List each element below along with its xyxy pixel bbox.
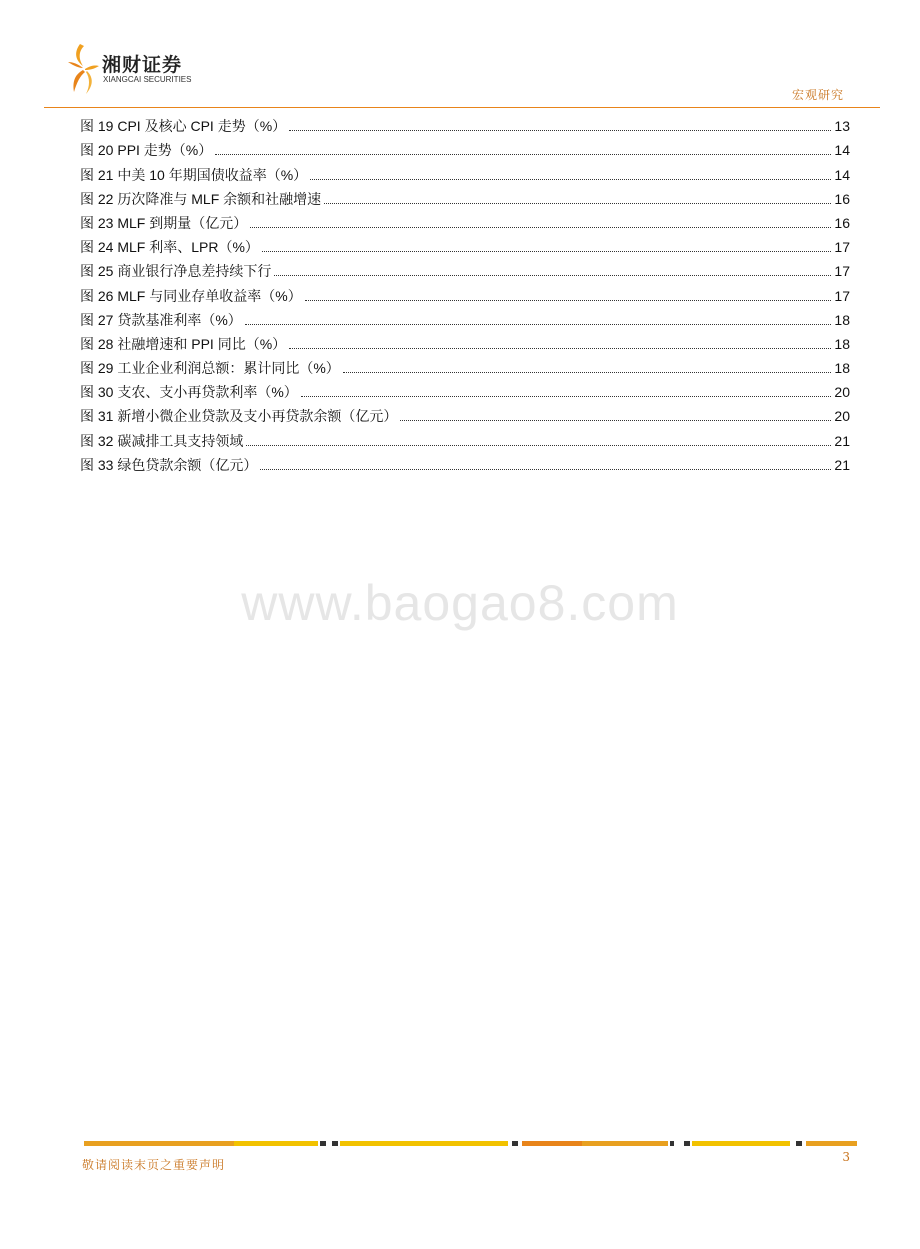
logo-chinese-name: 湘财证券: [102, 55, 183, 76]
toc-entry-page: 17: [834, 239, 850, 256]
toc-entry-label: 图 21 中美 10 年期国债收益率（%）: [80, 166, 308, 183]
toc-entry[interactable]: [80, 425, 850, 449]
watermark: www.baogao8.com: [241, 575, 679, 631]
toc-entry-label: 图 31 新增小微企业贷款及支小再贷款余额（亿元）: [80, 408, 398, 425]
section-tag: 宏观研究: [791, 88, 844, 102]
toc-entry[interactable]: [80, 450, 850, 474]
toc-entry-page: 17: [834, 287, 850, 304]
toc-entry-label: 图 19 CPI 及核心 CPI 走势（%）: [80, 118, 287, 135]
toc-entry[interactable]: [80, 184, 850, 208]
toc-leader-dots: [305, 300, 832, 301]
toc-entry-label: 图 20 PPI 走势（%）: [80, 142, 213, 159]
header-divider: [44, 107, 880, 108]
toc-entry-page: 13: [834, 118, 850, 135]
toc-entry-page: 18: [834, 311, 850, 328]
toc-entry-page: 14: [834, 142, 850, 159]
company-logo: [66, 42, 196, 98]
toc-leader-dots: [289, 130, 831, 131]
toc-entry-page: 14: [834, 166, 850, 183]
toc-leader-dots: [400, 420, 831, 421]
toc-leader-dots: [324, 203, 831, 204]
toc-entry-label: 图 28 社融增速和 PPI 同比（%）: [80, 335, 287, 352]
toc-entry-label: 图 24 MLF 利率、LPR（%）: [80, 239, 259, 256]
toc-entry[interactable]: [80, 280, 850, 304]
toc-leader-dots: [289, 348, 831, 349]
page-number: 3: [842, 1150, 850, 1164]
toc-leader-dots: [310, 179, 831, 180]
toc-entry[interactable]: [80, 305, 850, 329]
toc-leader-dots: [343, 372, 832, 373]
logo-english-name: XIANGCAI SECURITIES: [103, 75, 192, 84]
toc-leader-dots: [301, 396, 832, 397]
toc-entry[interactable]: [80, 208, 850, 232]
toc-entry[interactable]: [80, 401, 850, 425]
toc-entry-label: 图 26 MLF 与同业存单收益率（%）: [80, 287, 302, 304]
footer-decorative-bar: [84, 1141, 857, 1147]
toc-leader-dots: [245, 324, 832, 325]
toc-leader-dots: [260, 469, 831, 470]
toc-leader-dots: [274, 275, 831, 276]
toc-entry[interactable]: [80, 256, 850, 280]
toc-entry-page: 21: [834, 432, 850, 449]
toc-leader-dots: [215, 154, 831, 155]
toc-entry-label: 图 32 碳减排工具支持领域: [80, 432, 244, 449]
toc-leader-dots: [262, 251, 831, 252]
toc-entry-label: 图 22 历次降准与 MLF 余额和社融增速: [80, 190, 322, 207]
toc-entry[interactable]: [80, 135, 850, 159]
toc-entry-label: 图 27 贷款基准利率（%）: [80, 311, 242, 328]
toc-entry-page: 17: [834, 263, 850, 280]
toc-entry-page: 18: [834, 335, 850, 352]
toc-entry-label: 图 30 支农、支小再贷款利率（%）: [80, 384, 298, 401]
toc-entry-label: 图 33 绿色贷款余额（亿元）: [80, 456, 258, 473]
toc-entry[interactable]: [80, 329, 850, 353]
xiangcai-logo-icon: [66, 42, 100, 96]
toc-entry[interactable]: [80, 232, 850, 256]
toc-entry-page: 21: [834, 456, 850, 473]
disclaimer-note: 敬请阅读末页之重要声明: [82, 1158, 226, 1172]
toc-entry-label: 图 29 工业企业利润总额：累计同比（%）: [80, 360, 340, 377]
toc-entry-label: 图 25 商业银行净息差持续下行: [80, 263, 272, 280]
toc-entry-page: 16: [834, 214, 850, 231]
toc-entry-page: 20: [834, 384, 850, 401]
toc-leader-dots: [250, 227, 831, 228]
toc-leader-dots: [246, 445, 831, 446]
figure-list: [80, 111, 850, 474]
toc-entry-page: 18: [834, 360, 850, 377]
toc-entry-page: 16: [834, 190, 850, 207]
toc-entry[interactable]: [80, 377, 850, 401]
toc-entry-label: 图 23 MLF 到期量（亿元）: [80, 214, 248, 231]
toc-entry[interactable]: [80, 111, 850, 135]
toc-entry-page: 20: [834, 408, 850, 425]
toc-entry[interactable]: [80, 353, 850, 377]
toc-entry[interactable]: [80, 159, 850, 183]
